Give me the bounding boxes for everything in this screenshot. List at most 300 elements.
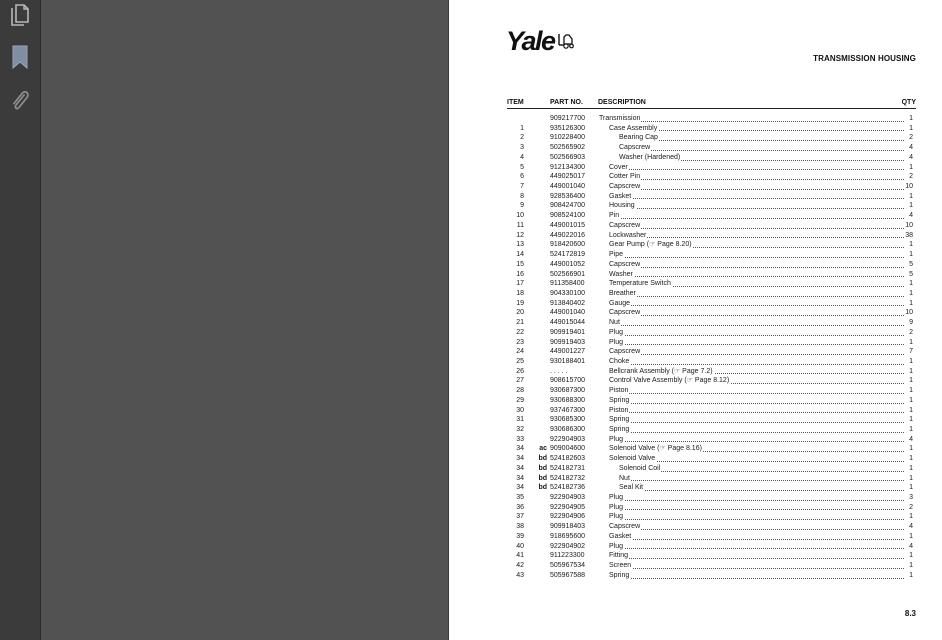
description: Capscrew [609,523,641,531]
part-number: 935126300 [550,124,586,132]
quantity: 1 [909,280,913,288]
part-number: 524172819 [550,251,586,259]
item-number: 8 [520,192,524,200]
table-row [507,240,916,250]
item-number: 34 [516,455,524,463]
description-cell [609,270,904,280]
description-cell [619,474,904,484]
dot-leader [609,335,904,336]
description: Plug [609,542,624,550]
dot-leader [619,490,904,491]
table-row [507,464,916,474]
part-number: 505967588 [550,571,586,579]
table-row [507,474,916,484]
description: Gasket [609,192,632,200]
col-part-header: PART NO. [550,99,583,106]
dot-leader [609,364,904,365]
description: Bellcrank Assembly (☞ Page 7.2) [609,367,713,375]
table-row [507,114,916,124]
part-number: 449001015 [550,221,586,229]
item-number: 36 [516,503,524,511]
item-number: 14 [516,251,524,259]
description: Capscrew [609,309,641,317]
quantity: 4 [909,153,913,161]
table-row [507,454,916,464]
dot-leader [609,179,904,180]
item-number: 23 [516,338,524,346]
description-cell [609,240,904,250]
part-number: 909919403 [550,338,586,346]
table-row [507,201,916,211]
description: Capscrew [619,144,651,152]
description-cell [609,415,904,425]
description: Spring [609,426,630,433]
table-row [507,386,916,396]
description-cell [609,367,904,377]
description-cell [609,260,904,270]
table-row [507,318,916,328]
dot-leader [619,150,904,151]
description: Seal Kit [619,484,644,492]
description-cell [599,114,904,124]
table-row [507,338,916,348]
description: Piston [609,406,629,414]
item-number: 18 [516,289,524,297]
dot-leader [609,189,904,190]
bookmarks-button[interactable] [6,45,34,73]
quantity: 1 [909,416,913,424]
quantity: 9 [909,319,913,327]
part-number: 930685300 [550,416,586,424]
part-number: 937467300 [550,406,586,414]
description-cell [609,406,904,416]
table-row [507,396,916,406]
part-number: 908424700 [550,202,586,210]
dot-leader [609,403,904,404]
item-number: 21 [516,319,524,327]
quantity: 1 [909,571,913,579]
part-number: 928536400 [550,192,586,200]
table-row [507,328,916,338]
quantity: 1 [909,202,913,210]
quantity: 10 [905,221,913,229]
description-cell [619,143,904,153]
description-cell [609,308,904,318]
description: Plug [609,338,624,346]
description-cell [609,444,904,454]
item-number: 4 [520,153,524,161]
quantity: 2 [909,503,913,511]
bookmark-icon [10,44,30,75]
item-number: 5 [520,163,524,171]
table-row [507,153,916,163]
description-cell [609,522,904,532]
description-cell [609,163,904,173]
description-cell [609,338,904,348]
table-row [507,299,916,309]
item-number: 37 [516,513,524,521]
quantity: 1 [909,338,913,346]
description-cell [609,493,904,503]
description-cell [609,512,904,522]
table-row [507,435,916,445]
table-row [507,357,916,367]
part-number: 909919401 [550,328,586,336]
document-page [448,0,942,640]
dot-leader [609,169,904,170]
part-number: 904330100 [550,289,586,297]
quantity: 1 [909,464,913,472]
part-number: 930686300 [550,426,586,433]
part-number: 908615700 [550,377,586,385]
description: Nut [609,319,620,327]
part-number: 449001040 [550,309,586,317]
part-number: 505967534 [550,562,586,570]
item-number: 34 [516,474,524,482]
item-number: 27 [516,377,524,385]
item-number: 43 [516,571,524,579]
table-row [507,571,916,581]
description-cell [609,124,904,134]
dot-leader [609,354,904,355]
part-number: 502566901 [550,270,586,278]
description: Solenoid Valve (☞ Page 8.16) [609,445,702,453]
table-row [507,376,916,386]
table-row [507,483,916,493]
page-title: TRANSMISSION HOUSING [813,54,916,63]
part-number: . . . . . [550,367,568,375]
item-number: 2 [520,134,524,142]
quantity: 4 [909,523,913,531]
description: Control Valve Assembly (☞ Page 8.12) [609,377,730,385]
table-row [507,444,916,454]
table-row [507,415,916,425]
description: Cover [609,163,628,171]
table-row [507,406,916,416]
description: Plug [609,328,624,336]
item-number: 24 [516,348,524,356]
description: Pipe [609,251,624,259]
dot-leader [599,121,904,122]
item-number: 25 [516,357,524,365]
description: Fitting [609,552,629,560]
description-cell [609,435,904,445]
quantity: 3 [909,494,913,502]
description-cell [609,386,904,396]
dot-leader [609,325,904,326]
description: Gasket [609,532,632,540]
quantity: 1 [909,192,913,200]
table-row [507,503,916,513]
quantity: 1 [909,532,913,540]
dot-leader [609,500,904,501]
dot-leader [609,539,904,540]
description: Washer [609,270,633,278]
table-row [507,542,916,552]
item-number: 29 [516,396,524,404]
dot-leader [609,315,904,316]
item-number: 22 [516,328,524,336]
description-cell [609,318,904,328]
description: Bearing Cap [619,134,658,142]
table-row [507,493,916,503]
description: Transmission [599,115,641,122]
description-cell [619,464,904,474]
quantity: 1 [909,552,913,560]
item-number: 15 [516,260,524,268]
part-number: 913840402 [550,299,586,307]
part-number: 449025017 [550,173,586,181]
item-number: 1 [520,124,524,132]
description: Pin [609,212,620,220]
part-number: 502565902 [550,144,586,152]
dot-leader [609,441,904,442]
quantity: 1 [909,115,913,122]
table-row [507,133,916,143]
part-number: 524182731 [550,464,586,472]
part-number: 449015044 [550,319,586,327]
part-number: 930688300 [550,396,586,404]
dot-leader [609,276,904,277]
item-number: 16 [516,270,524,278]
part-number: 909004600 [550,445,586,453]
part-number: 524182736 [550,484,586,492]
quantity: 38 [905,231,913,239]
parts-table [507,114,916,581]
item-number: 12 [516,231,524,239]
description-cell [609,454,904,464]
quantity: 1 [909,445,913,453]
item-number: 34 [516,445,524,453]
part-number: 908524100 [550,212,586,220]
quantity: 1 [909,562,913,570]
description: Plug [609,494,624,502]
table-row [507,425,916,435]
table-row [507,124,916,134]
part-number: 930188401 [550,357,586,365]
part-number: 449001052 [550,260,586,268]
description: Gear Pump (☞ Page 8.20) [609,241,692,249]
dot-leader [609,568,904,569]
table-row [507,143,916,153]
viewer-sidebar [0,0,41,640]
item-number: 20 [516,309,524,317]
table-row [507,260,916,270]
dot-leader [609,432,904,433]
quantity: 1 [909,299,913,307]
description-cell [609,396,904,406]
quantity: 4 [909,212,913,220]
item-number: 34 [516,484,524,492]
part-number: 922904903 [550,435,586,443]
dot-leader [609,228,904,229]
dot-leader [609,305,904,306]
description: Choke [609,357,630,365]
dot-leader [609,344,904,345]
item-number: 13 [516,241,524,249]
quantity: 1 [909,484,913,492]
quantity: 4 [909,435,913,443]
description: Plug [609,513,624,521]
dot-leader [609,412,904,413]
quantity: 5 [909,260,913,268]
paperclip-icon [9,87,31,118]
col-desc-header: DESCRIPTION [598,99,646,106]
quantity: 10 [905,309,913,317]
dot-leader [609,237,904,238]
item-number: 3 [520,144,524,152]
table-row [507,289,916,299]
part-number: 524182732 [550,474,586,482]
description-cell [609,542,904,552]
dot-leader [609,296,904,297]
table-header [507,99,916,109]
table-row [507,367,916,377]
item-number: 41 [516,552,524,560]
description-cell [609,299,904,309]
quantity: 1 [909,289,913,297]
table-row [507,231,916,241]
table-row [507,279,916,289]
dot-leader [609,393,904,394]
quantity: 2 [909,173,913,181]
description: Spring [609,396,630,404]
quantity: 1 [909,241,913,249]
item-number: 11 [516,221,524,229]
description: Spring [609,416,630,424]
quantity: 1 [909,406,913,414]
description: Housing [609,202,635,210]
description-cell [619,133,904,143]
description-cell [609,221,904,231]
description: Capscrew [609,183,641,191]
description: Washer (Hardened) [619,153,681,161]
part-number: 449001040 [550,183,586,191]
dot-leader [609,558,904,559]
quantity: 4 [909,144,913,152]
table-row [507,221,916,231]
item-number: 30 [516,406,524,414]
description-cell [609,201,904,211]
description-cell [609,357,904,367]
description-cell [609,347,904,357]
part-number: 912134300 [550,163,586,171]
part-number: 930687300 [550,387,586,395]
item-number: 42 [516,562,524,570]
table-row [507,551,916,561]
item-note: ac [539,445,547,453]
part-number: 911358400 [550,280,585,288]
item-number: 6 [520,173,524,181]
description: Screen [609,562,632,570]
description-cell [609,211,904,221]
item-number: 28 [516,387,524,395]
quantity: 1 [909,474,913,482]
item-note: bd [538,464,547,472]
description-cell [609,279,904,289]
table-row [507,182,916,192]
table-row [507,250,916,260]
dot-leader [609,257,904,258]
page-thumbnails-button[interactable] [6,3,34,31]
item-number: 26 [516,367,524,375]
part-number: 909918403 [550,523,586,531]
item-number: 32 [516,426,524,433]
part-number: 922904903 [550,494,586,502]
dot-leader [609,529,904,530]
attachments-button[interactable] [6,88,34,116]
col-qty-header: QTY [901,99,916,106]
quantity: 1 [909,251,913,259]
description: Lockwasher [609,231,647,239]
page-number: 8.3 [904,609,916,618]
yale-logo [506,26,577,56]
description: Gauge [609,299,631,307]
description-cell [609,172,904,182]
quantity: 7 [909,348,913,356]
quantity: 5 [909,270,913,278]
dot-leader [609,422,904,423]
description: Nut [619,474,630,482]
description-cell [609,289,904,299]
dot-leader [609,519,904,520]
part-number: 524182603 [550,455,586,463]
dot-leader [609,509,904,510]
item-note: bd [538,455,547,463]
item-number: 9 [520,202,524,210]
quantity: 1 [909,455,913,463]
item-number: 7 [520,183,524,191]
part-number: 449022016 [550,231,586,239]
description: Capscrew [609,348,641,356]
pages-icon [9,3,31,32]
dot-leader [619,140,904,141]
quantity: 1 [909,377,913,385]
quantity: 4 [909,542,913,550]
description: Capscrew [609,221,641,229]
quantity: 1 [909,396,913,404]
description: Solenoid Coil [619,464,661,472]
description: Temperature Switch [609,280,671,288]
part-number: 922904906 [550,513,586,521]
part-number: 918420600 [550,241,586,249]
table-row [507,561,916,571]
item-number: 38 [516,523,524,531]
item-number: 10 [516,212,524,220]
dot-leader [609,198,904,199]
table-row [507,192,916,202]
part-number: 911223300 [550,552,585,560]
dot-leader [619,480,904,481]
part-number: 502566903 [550,153,586,161]
description-cell [609,192,904,202]
table-row [507,347,916,357]
description: Spring [609,571,630,579]
part-number: 910228400 [550,134,586,142]
description-cell [609,231,904,241]
description-cell [609,250,904,260]
dot-leader [609,208,904,209]
description-cell [609,328,904,338]
table-row [507,270,916,280]
item-number: 40 [516,542,524,550]
table-row [507,163,916,173]
description-cell [609,425,904,435]
description: Plug [609,503,624,511]
description-cell [609,182,904,192]
description: Breather [609,289,636,297]
quantity: 1 [909,124,913,132]
